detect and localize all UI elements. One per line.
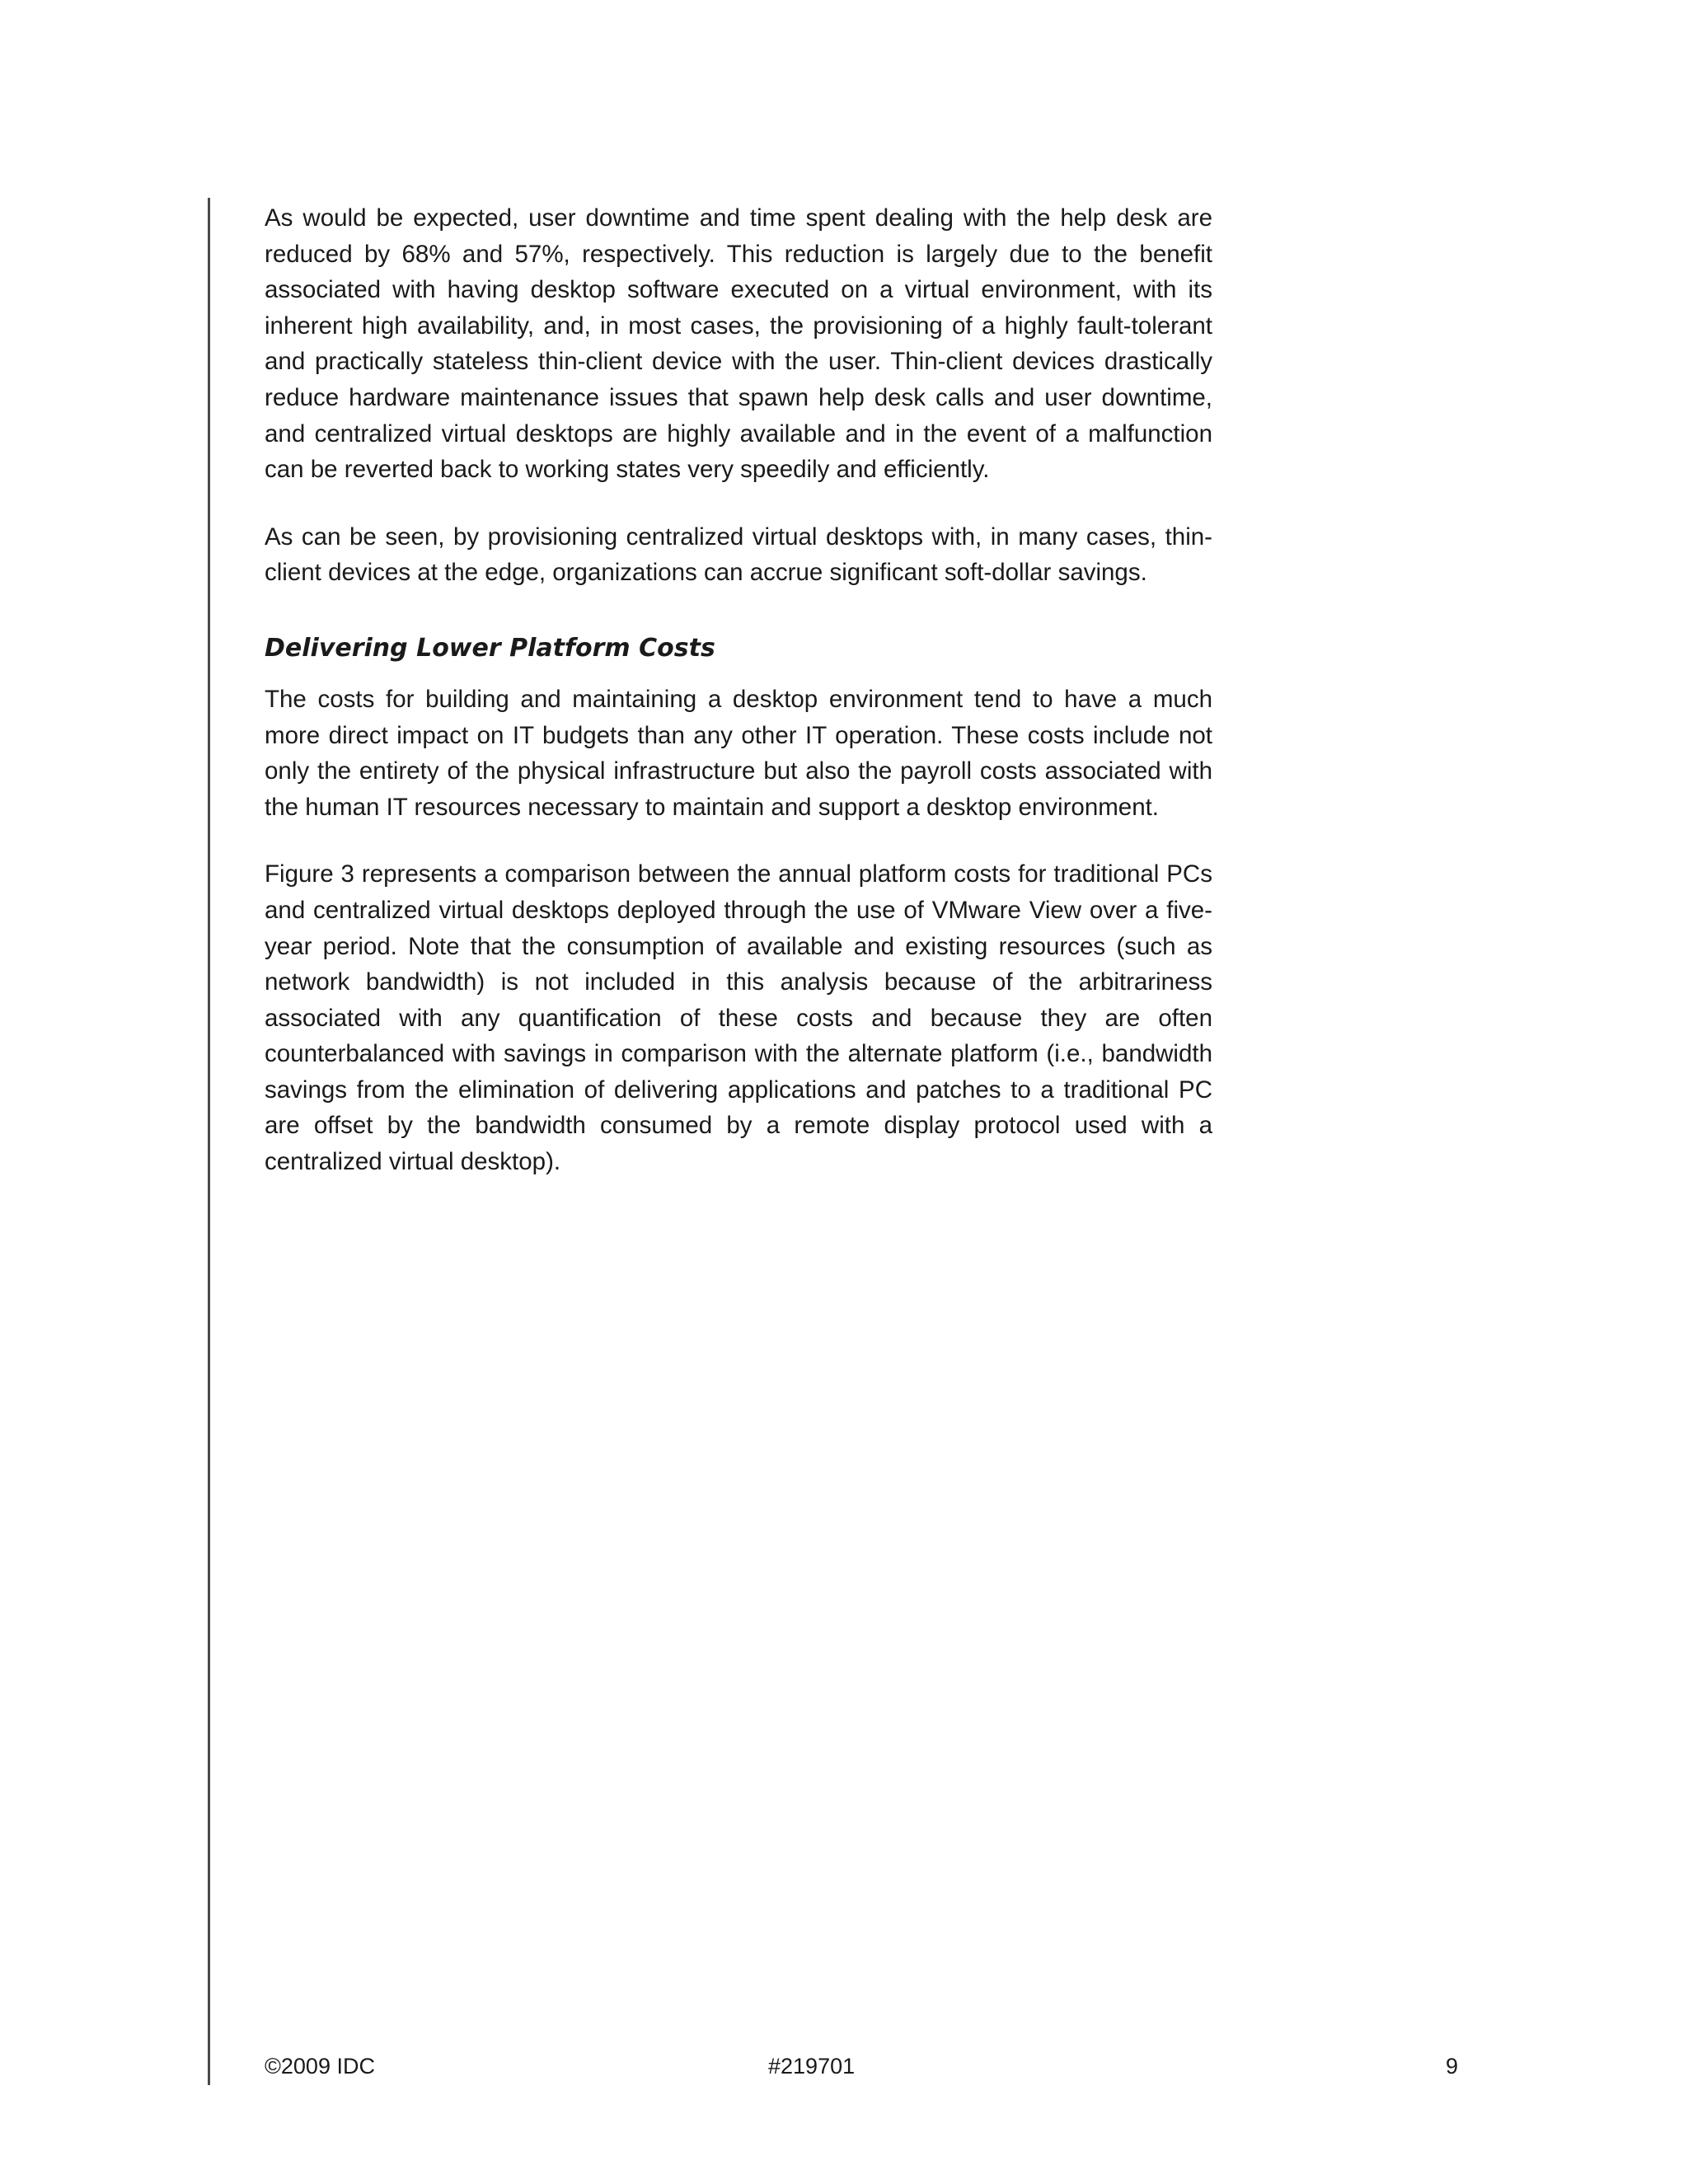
main-content [265, 200, 1212, 1212]
paragraph-downtime-reduction: As would be expected, user downtime and time spent dealing with the help desk are reduced by 68% and 57%, respectively. This reduction is largely due to the benefit associated with having desktop software executed on a virtual environment, with its inherent high availability, and, in most cases, the provisioning of a highly fault-tolerant and practically stateless thin-client device with the user. Thin-client devices drastically reduce hardware maintenance issues that spawn help desk calls and user downtime, and centralized virtual desktops are highly available and in the event of a malfunction can be reverted back to working states very speedily and efficiently. [265, 204, 1212, 484]
section-heading: Delivering Lower Platform Costs [265, 633, 715, 663]
paragraph-figure-3-comparison: Figure 3 represents a comparison between the annual platform costs for traditional PCs and centralized virtual desktops deployed through the use of VMware View over a five-year period. Note that the consumption of available and existing resources (such as network bandwidth) is not included in this analysis because of the arbitrariness associated with any quantification of these costs and because they are often counterbalanced with savings in comparison with the alternate platform (i.e., bandwidth savings from the elimination of delivering applications and patches to a traditional PC are offset by the bandwidth consumed by a remote display protocol used with a centralized virtual desktop). [265, 860, 1212, 1176]
footer-copyright: ©2009 IDC [265, 2054, 375, 2079]
paragraph-soft-dollar-savings: As can be seen, by provisioning centralized virtual desktops with, in many cases, thin-client devices at the edge, organizations can accrue significant soft-dollar savings. [265, 523, 1212, 587]
paragraph-desktop-costs: The costs for building and maintaining a desktop environment tend to have a much more direct impact on IT budgets than any other IT operation. These costs include not only the entirety of the physical infrastructure but also the payroll costs associated with the human IT resources necessary to maintain and support a desktop environment. [265, 685, 1212, 821]
margin-rule [208, 198, 210, 2085]
footer-page-number: 9 [1446, 2054, 1459, 2079]
footer-document-number: #219701 [768, 2054, 856, 2079]
